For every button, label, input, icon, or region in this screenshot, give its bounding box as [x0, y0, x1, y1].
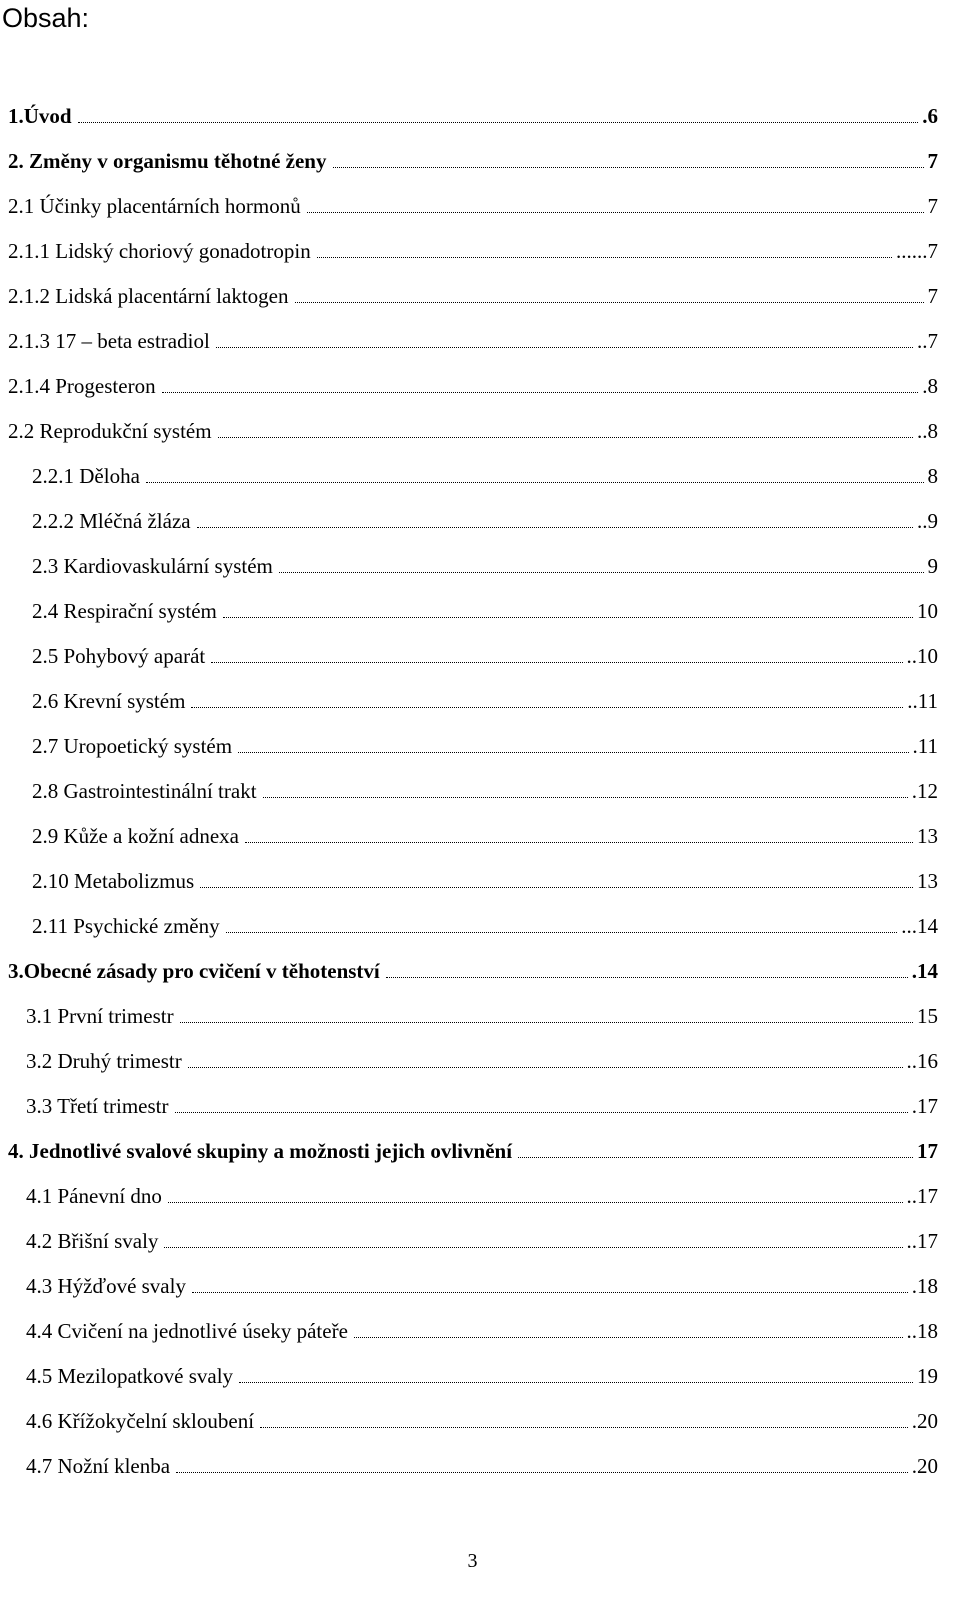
- toc-entry[interactable]: [8, 412, 938, 444]
- dot-leader: [317, 257, 892, 258]
- toc-entry-label: 4.3 Hýžďové svaly: [26, 1274, 186, 1298]
- toc-entry[interactable]: [26, 1087, 938, 1119]
- toc-entry-page: ..17: [906, 1184, 938, 1208]
- toc-entry-label: 2.1.4 Progesteron: [8, 374, 156, 398]
- dot-leader: [162, 392, 919, 393]
- toc-entry-page: ...14: [901, 914, 938, 938]
- toc-entry-page: ..10: [906, 644, 938, 668]
- toc-entry[interactable]: [32, 862, 938, 894]
- toc-entry-page: .18: [911, 1274, 938, 1298]
- toc-entry-label: 4.4 Cvičení na jednotlivé úseky páteře: [26, 1319, 348, 1343]
- toc-entry-label: 2.2 Reprodukční systém: [8, 419, 212, 443]
- toc-entry-label: 3.3 Třetí trimestr: [26, 1094, 169, 1118]
- toc-entry[interactable]: [26, 997, 938, 1029]
- toc-entry-label: 2.1.1 Lidský choriový gonadotropin: [8, 239, 311, 263]
- dot-leader: [239, 1382, 913, 1383]
- toc-entry-label: 2.3 Kardiovaskulární systém: [32, 554, 273, 578]
- toc-entry[interactable]: [32, 727, 938, 759]
- toc-entry-page: 8: [927, 464, 938, 488]
- toc-entry[interactable]: [26, 1177, 938, 1209]
- toc-entry-label: 4.6 Křížokyčelní skloubení: [26, 1409, 255, 1433]
- toc-entry-page: 7: [927, 194, 938, 218]
- dot-leader: [218, 437, 913, 438]
- toc-entry-page: .12: [911, 779, 938, 803]
- toc-entry[interactable]: [32, 457, 938, 489]
- toc-entry-label: 4.1 Pánevní dno: [26, 1184, 162, 1208]
- toc-entry-label: 2.7 Uropoetický systém: [32, 734, 233, 758]
- dot-leader: [200, 887, 913, 888]
- toc-entry[interactable]: [26, 1357, 938, 1389]
- toc-entry-page: 10: [917, 599, 938, 623]
- toc-entry-label: 4. Jednotlivé svalové skupiny a možnosti jejich ovlivnění: [8, 1139, 513, 1163]
- dot-leader: [188, 1067, 903, 1068]
- toc-entry[interactable]: [26, 1042, 938, 1074]
- dot-leader: [260, 1427, 908, 1428]
- toc-entry-label: 4.7 Nožní klenba: [26, 1454, 171, 1478]
- dot-leader: [211, 662, 902, 663]
- dot-leader: [223, 617, 913, 618]
- toc-entry[interactable]: [8, 277, 938, 309]
- toc-entry-label: 2.1.3 17 – beta estradiol: [8, 329, 210, 353]
- toc-entry[interactable]: [8, 322, 938, 354]
- dot-leader: [518, 1157, 913, 1158]
- dot-leader: [354, 1337, 903, 1338]
- toc-entry[interactable]: [32, 772, 938, 804]
- toc-entry-page: 17: [917, 1139, 938, 1163]
- dot-leader: [216, 347, 913, 348]
- dot-leader: [180, 1022, 913, 1023]
- toc-entry[interactable]: [8, 952, 938, 984]
- dot-leader: [192, 1292, 908, 1293]
- dot-leader: [226, 932, 898, 933]
- toc-entry-label: 2.10 Metabolizmus: [32, 869, 195, 893]
- toc-entry[interactable]: [26, 1402, 938, 1434]
- toc-entry-page: 7: [927, 149, 938, 173]
- toc-entry-page: .20: [911, 1409, 938, 1433]
- toc-entry-page: 19: [917, 1364, 938, 1388]
- dot-leader: [175, 1112, 908, 1113]
- dot-leader: [164, 1247, 902, 1248]
- toc-entry-page: ..9: [917, 509, 938, 533]
- toc-entry-page: 13: [917, 869, 938, 893]
- dot-leader: [333, 167, 924, 168]
- toc-entry-page: .6: [922, 104, 938, 128]
- toc-entry-page: ..16: [906, 1049, 938, 1073]
- toc-entry-page: .17: [911, 1094, 938, 1118]
- toc-entry-label: 3.Obecné zásady pro cvičení v těhotenství: [8, 959, 380, 983]
- toc-entry[interactable]: [32, 637, 938, 669]
- toc-entry[interactable]: [26, 1312, 938, 1344]
- dot-leader: [295, 302, 924, 303]
- toc-entry-page: .20: [911, 1454, 938, 1478]
- toc-entry-label: 2.4 Respirační systém: [32, 599, 217, 623]
- toc-entry[interactable]: [26, 1267, 938, 1299]
- toc-entry-page: 13: [917, 824, 938, 848]
- toc-entry-label: 2.1 Účinky placentárních hormonů: [8, 194, 301, 218]
- dot-leader: [245, 842, 913, 843]
- toc-entry-label: 2.9 Kůže a kožní adnexa: [32, 824, 239, 848]
- toc-entry-page: ..7: [917, 329, 938, 353]
- toc-entry-label: 2.2.2 Mléčná žláza: [32, 509, 191, 533]
- toc-entry-label: 2.6 Krevní systém: [32, 689, 186, 713]
- toc-entry[interactable]: [8, 142, 938, 174]
- dot-leader: [176, 1472, 908, 1473]
- toc-entry-page: 7: [927, 284, 938, 308]
- toc-entry-page: ......7: [896, 239, 938, 263]
- toc-entry-label: 4.5 Mezilopatkové svaly: [26, 1364, 234, 1388]
- toc-entry-page: ..8: [917, 419, 938, 443]
- dot-leader: [307, 212, 924, 213]
- dot-leader: [191, 707, 903, 708]
- toc-entry-label: 2.5 Pohybový aparát: [32, 644, 206, 668]
- toc-entry-page: ..11: [907, 689, 938, 713]
- toc-entry-label: 3.1 První trimestr: [26, 1004, 174, 1028]
- toc-entry[interactable]: [8, 187, 938, 219]
- dot-leader: [263, 797, 908, 798]
- toc-entry[interactable]: [26, 1447, 938, 1479]
- toc-entry[interactable]: [26, 1222, 938, 1254]
- dot-leader: [197, 527, 913, 528]
- toc-entry[interactable]: [32, 682, 938, 714]
- toc-entry-page: .11: [912, 734, 938, 758]
- toc-entry-page: ..18: [906, 1319, 938, 1343]
- dot-leader: [78, 122, 919, 123]
- page-number: 3: [467, 1550, 478, 1572]
- dot-leader: [146, 482, 924, 483]
- toc-entry-label: 2.11 Psychické změny: [32, 914, 220, 938]
- toc-entry-label: 1.Úvod: [8, 104, 72, 128]
- toc-entry-page: .8: [922, 374, 938, 398]
- toc-entry-label: 3.2 Druhý trimestr: [26, 1049, 182, 1073]
- toc-entry-label: 2.2.1 Děloha: [32, 464, 140, 488]
- toc-entry-page: 9: [927, 554, 938, 578]
- toc-entry-page: 15: [917, 1004, 938, 1028]
- dot-leader: [279, 572, 924, 573]
- toc-entry[interactable]: [8, 232, 938, 264]
- toc-heading: Obsah:: [2, 3, 90, 33]
- toc-entry-label: 2.8 Gastrointestinální trakt: [32, 779, 257, 803]
- toc-entry[interactable]: [32, 547, 938, 579]
- dot-leader: [386, 977, 908, 978]
- toc-entry-label: 2. Změny v organismu těhotné ženy: [8, 149, 327, 173]
- toc-entry[interactable]: [32, 817, 938, 849]
- toc-entry[interactable]: [32, 502, 938, 534]
- toc-entry-label: 2.1.2 Lidská placentární laktogen: [8, 284, 289, 308]
- toc-entry[interactable]: [32, 907, 938, 939]
- dot-leader: [168, 1202, 903, 1203]
- toc-entry[interactable]: [8, 97, 938, 129]
- toc-entry-page: .14: [911, 959, 938, 983]
- toc-entry[interactable]: [32, 592, 938, 624]
- toc-entry[interactable]: [8, 1132, 938, 1164]
- toc-entry-label: 4.2 Břišní svaly: [26, 1229, 159, 1253]
- toc-entry[interactable]: [8, 367, 938, 399]
- toc-entry-page: ..17: [906, 1229, 938, 1253]
- dot-leader: [238, 752, 908, 753]
